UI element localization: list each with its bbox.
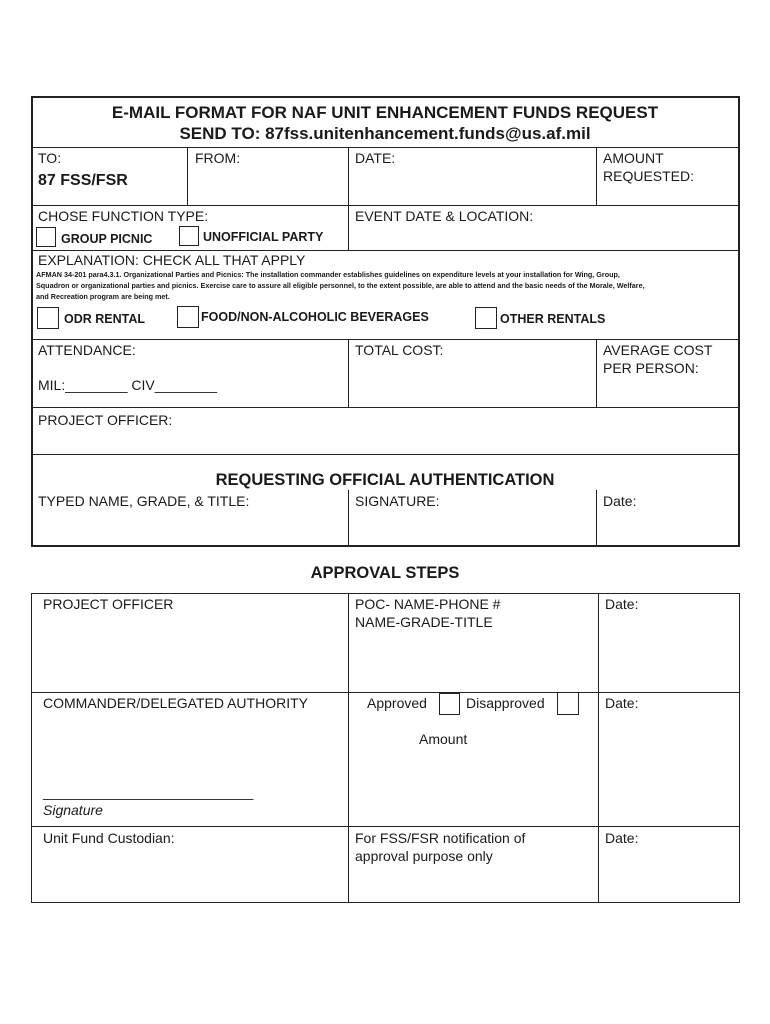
approval-date-label-3: Date:	[605, 830, 639, 846]
rule	[31, 407, 740, 408]
rule	[348, 147, 349, 205]
approval-date-label-2: Date:	[605, 695, 639, 711]
auth-title: REQUESTING OFFICIAL AUTHENTICATION	[215, 471, 555, 489]
other-rentals-label: OTHER RENTALS	[500, 312, 606, 326]
group-picnic-label: GROUP PICNIC	[61, 232, 153, 246]
rule	[596, 490, 597, 546]
odr-rental-label: ODR RENTAL	[64, 312, 146, 326]
rule	[31, 147, 740, 148]
rule	[598, 593, 599, 903]
project-officer-label: PROJECT OFFICER:	[38, 412, 173, 428]
function-type-label: CHOSE FUNCTION TYPE:	[38, 208, 209, 224]
date-label: DATE:	[355, 150, 396, 166]
border-top	[31, 593, 740, 594]
auth-date-field[interactable]	[599, 511, 736, 543]
mil-civ-field[interactable]: MIL:________ CIV________	[38, 377, 218, 393]
rule	[348, 339, 349, 407]
amount-label: AMOUNT	[603, 150, 664, 166]
to-label: TO:	[38, 150, 62, 166]
amount-label: Amount	[419, 731, 468, 747]
afman-text-1: AFMAN 34-201 para4.3.1. Organizational Parties and Picnics: The installation commander establishes guidelines on expenditure levels at your installation for Wing, Group,	[36, 270, 620, 279]
rule	[31, 205, 740, 206]
food-beverages-checkbox[interactable]	[177, 306, 199, 328]
date-field[interactable]	[351, 168, 593, 202]
fss-note: For FSS/FSR notification of	[355, 830, 526, 846]
rule	[31, 826, 740, 827]
average-cost-label-2: PER PERSON:	[603, 360, 699, 376]
rule	[31, 454, 740, 455]
rule	[187, 147, 188, 205]
approved-label: Approved	[367, 695, 427, 711]
approval-date-label-1: Date:	[605, 596, 639, 612]
rule	[31, 250, 740, 251]
afman-text-3: and Recreation program are being met.	[36, 292, 170, 301]
unofficial-party-checkbox[interactable]	[179, 226, 199, 246]
auth-date-label: Date:	[603, 493, 637, 509]
form-title: E-MAIL FORMAT FOR NAF UNIT ENHANCEMENT FUNDS REQUEST	[111, 103, 659, 122]
poc-label-2: NAME-GRADE-TITLE	[355, 614, 493, 630]
poc-label: POC- NAME-PHONE #	[355, 596, 501, 612]
event-date-location-label: EVENT DATE & LOCATION:	[355, 208, 534, 224]
rule	[31, 692, 740, 693]
amount-label-2: REQUESTED:	[603, 168, 695, 184]
disapproved-checkbox[interactable]	[557, 692, 579, 715]
border-right	[739, 593, 740, 903]
from-label: FROM:	[195, 150, 241, 166]
rule	[348, 490, 349, 546]
odr-rental-checkbox[interactable]	[37, 307, 59, 329]
average-cost-label: AVERAGE COST	[603, 342, 713, 358]
food-beverages-label: FOOD/NON-ALCOHOLIC BEVERAGES	[201, 310, 429, 324]
rule	[31, 339, 740, 340]
total-cost-label: TOTAL COST:	[355, 342, 444, 358]
typed-name-label: TYPED NAME, GRADE, & TITLE:	[38, 493, 250, 509]
from-field[interactable]	[190, 168, 345, 202]
send-to: SEND TO: 87fss.unitenhancement.funds@us.af.mil	[179, 124, 591, 143]
other-rentals-checkbox[interactable]	[475, 307, 497, 329]
disapproved-label: Disapproved	[466, 695, 545, 711]
unofficial-party-label: UNOFFICIAL PARTY	[203, 230, 324, 244]
attendance-label: ATTENDANCE:	[38, 342, 136, 358]
total-cost-field[interactable]	[351, 360, 593, 404]
rule	[596, 147, 597, 205]
rule	[348, 205, 349, 250]
commander-label: COMMANDER/DELEGATED AUTHORITY	[43, 695, 308, 711]
afman-text-2: Squadron or organizational parties and picnics. Exercise care to assure all eligible personnel, to the extent possible, are able to attend and the basic needs of the Morale, Welfare,	[36, 281, 645, 290]
approval-project-officer: PROJECT OFFICER	[43, 596, 174, 612]
signature-line[interactable]: ___________________________	[43, 784, 254, 800]
rule	[596, 339, 597, 407]
border-bottom	[31, 902, 740, 903]
rule	[348, 593, 349, 903]
approved-checkbox[interactable]	[439, 693, 460, 715]
border-top	[31, 96, 740, 98]
border-left	[31, 593, 32, 903]
to-value[interactable]: 87 FSS/FSR	[38, 172, 128, 189]
border-bottom	[31, 545, 740, 547]
group-picnic-checkbox[interactable]	[36, 227, 56, 247]
signature-caption: Signature	[43, 802, 103, 818]
signature-field[interactable]	[351, 511, 593, 543]
typed-name-field[interactable]	[34, 511, 346, 543]
project-officer-field[interactable]	[34, 430, 736, 452]
custodian-label: Unit Fund Custodian:	[43, 830, 175, 846]
explanation-label: EXPLANATION: CHECK ALL THAT APPLY	[38, 252, 306, 268]
event-date-location-field[interactable]	[351, 226, 736, 248]
signature-label: SIGNATURE:	[355, 493, 440, 509]
fss-note-2: approval purpose only	[355, 848, 493, 864]
approval-title: APPROVAL STEPS	[310, 564, 460, 582]
